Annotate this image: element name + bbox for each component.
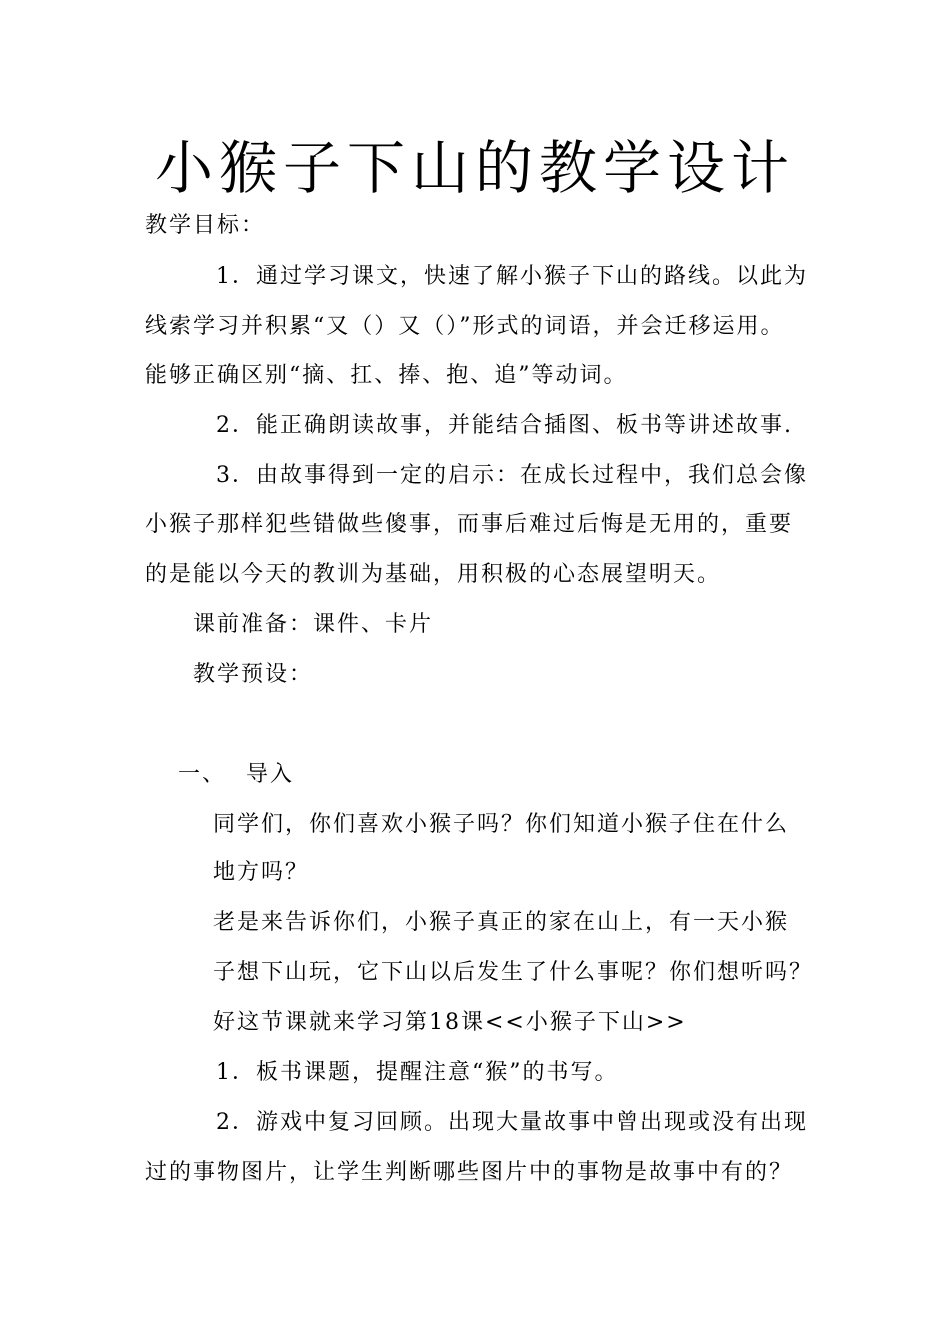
preset-heading: 教学预设： — [193, 662, 314, 687]
preparation-line: 课前准备：课件、卡片 — [193, 612, 434, 637]
section-1-line-3: 老是来告诉你们，小猴子真正的家在山上，有一天小猴 — [213, 910, 790, 935]
section-1-label: 导入 — [246, 762, 295, 787]
objective-1-line-3: 能够正确区别“摘、扛、捧、抱、追”等动词。 — [145, 363, 628, 388]
objective-1-line-2: 线索学习并积累“又（）又（）”形式的词语，并会迁移运用。 — [145, 314, 785, 339]
page-title: 小猴子下山的教学设计 — [154, 134, 795, 202]
section-1-heading — [178, 760, 294, 790]
section-1-step-2-line-1: 2．游戏中复习回顾。出现大量故事中曾出现或没有出现 — [216, 1110, 808, 1135]
objectives-heading: 教学目标： — [145, 213, 266, 238]
section-1-step-1: 1．板书课题，提醒注意“猴”的书写。 — [216, 1060, 619, 1085]
objective-3-line-3: 的是能以今天的教训为基础，用积极的心态展望明天。 — [145, 562, 722, 587]
section-1-line-4: 子想下山玩，它下山以后发生了什么事呢？你们想听吗？ — [213, 960, 814, 985]
objective-3-line-1: 3．由故事得到一定的启示：在成长过程中，我们总会像 — [216, 463, 808, 488]
section-1-line-5: 好这节课就来学习第18课<<小猴子下山>> — [213, 1010, 687, 1035]
section-1-step-2-line-2: 过的事物图片，让学生判断哪些图片中的事物是故事中有的？ — [145, 1160, 794, 1185]
section-1-line-2: 地方吗？ — [213, 860, 310, 885]
section-1-line-1: 同学们，你们喜欢小猴子吗？你们知道小猴子住在什么 — [213, 812, 790, 837]
objective-2: 2．能正确朗读故事，并能结合插图、板书等讲述故事. — [216, 413, 793, 438]
section-1-number: 一、 — [178, 762, 227, 787]
objective-1-line-1: 1．通过学习课文，快速了解小猴子下山的路线。以此为 — [216, 264, 808, 289]
objective-3-line-2: 小猴子那样犯些错做些傻事，而事后难过后悔是无用的，重要 — [145, 512, 794, 537]
